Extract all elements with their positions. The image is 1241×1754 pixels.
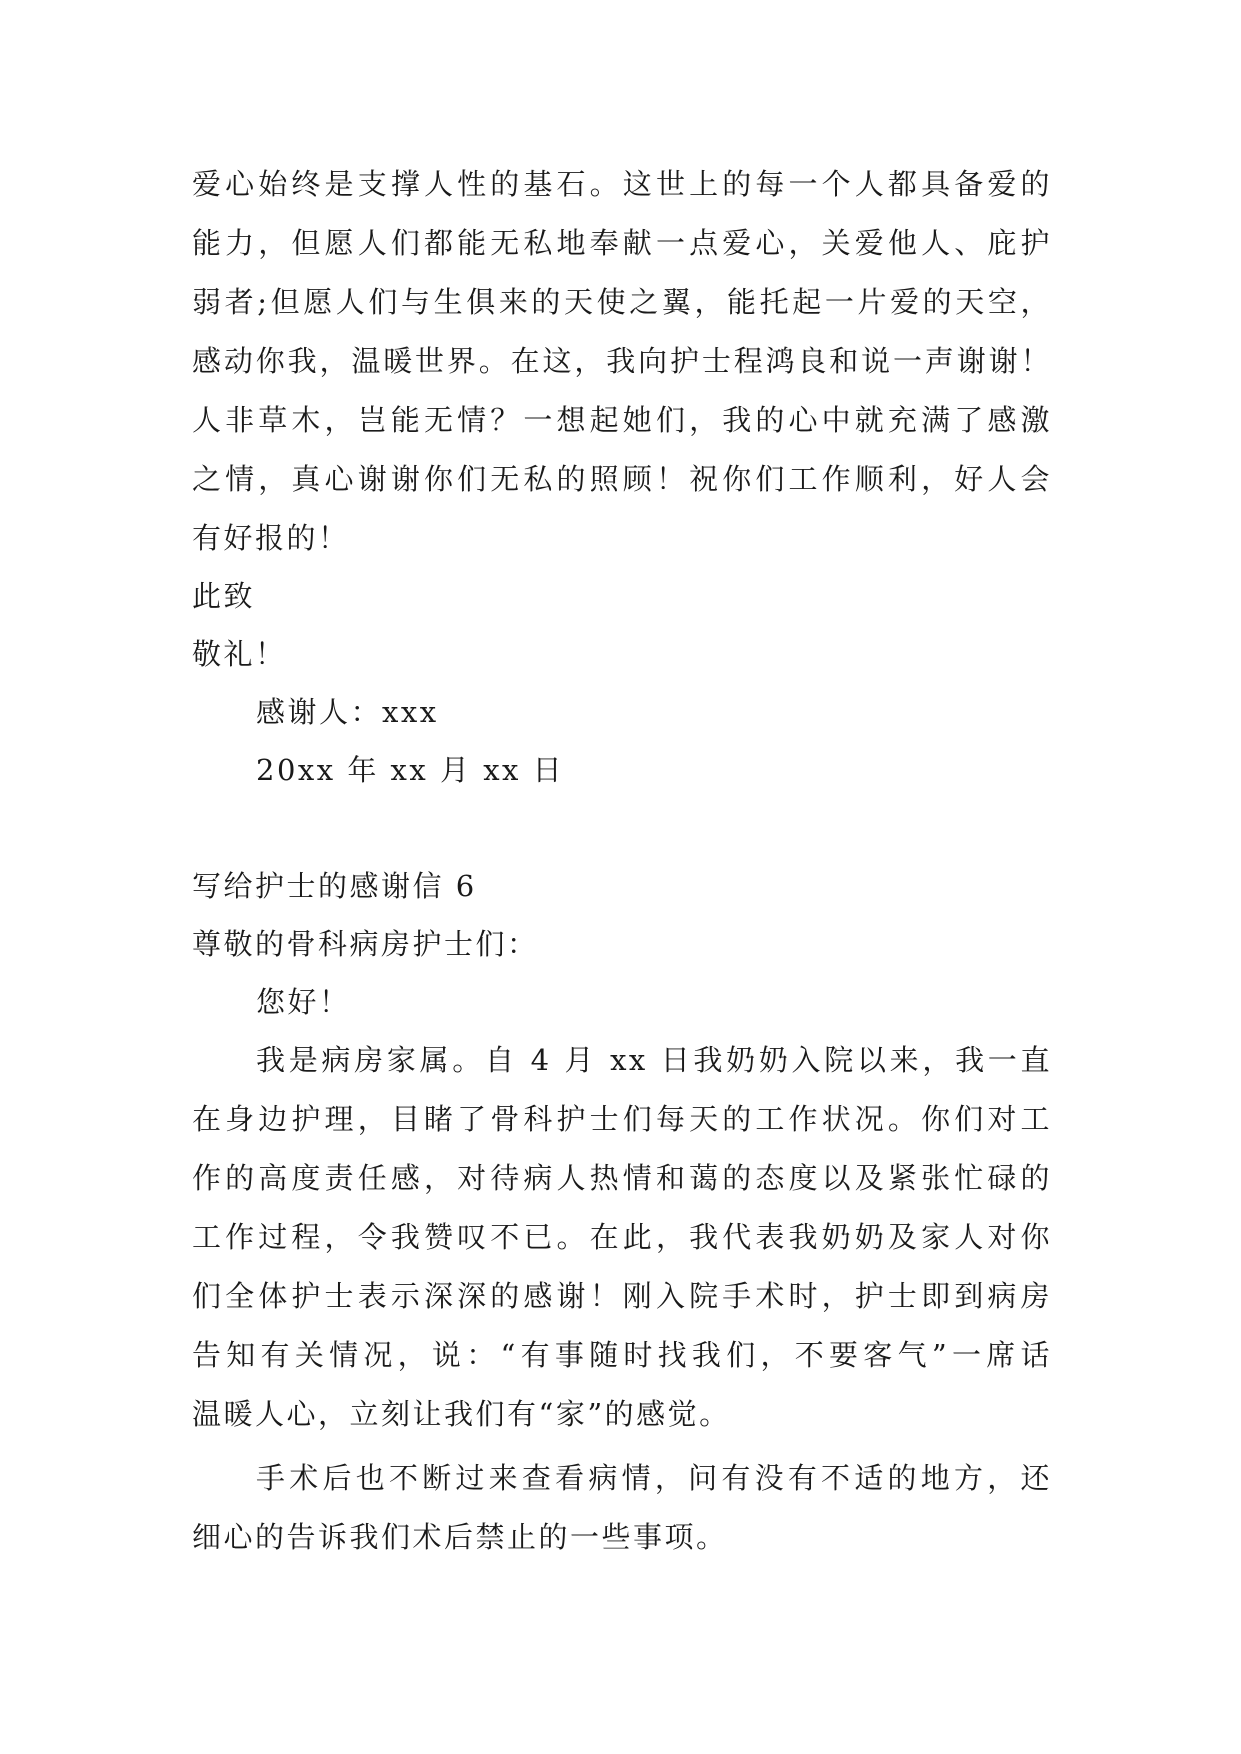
body-line: 弱者;但愿人们与生俱来的天使之翼，能托起一片爱的天空， bbox=[192, 285, 1052, 319]
date-line: 20xx 年 xx 月 xx 日 bbox=[256, 753, 565, 787]
body-line: 作的高度责任感，对待病人热情和蔼的态度以及紧张忙碌的 bbox=[192, 1161, 1052, 1195]
body-line: 温暖人心，立刻让我们有“家”的感觉。 bbox=[192, 1397, 731, 1431]
body-line: 工作过程，令我赞叹不已。在此，我代表我奶奶及家人对你 bbox=[192, 1220, 1052, 1254]
closing-line: 此致 bbox=[192, 579, 256, 613]
body-line: 人非草木，岂能无情？一想起她们，我的心中就充满了感激 bbox=[192, 403, 1052, 437]
letter-title: 写给护士的感谢信 6 bbox=[192, 869, 477, 903]
body-line: 手术后也不断过来查看病情，问有没有不适的地方，还 bbox=[256, 1461, 1052, 1495]
body-line: 我是病房家属。自 4 月 xx 日我奶奶入院以来，我一直 bbox=[256, 1043, 1052, 1077]
body-line: 在身边护理，目睹了骨科护士们每天的工作状况。你们对工 bbox=[192, 1102, 1052, 1136]
body-line: 们全体护士表示深深的感谢！刚入院手术时，护士即到病房 bbox=[192, 1279, 1052, 1313]
closing-line: 敬礼！ bbox=[192, 637, 287, 671]
body-line: 爱心始终是支撑人性的基石。这世上的每一个人都具备爱的 bbox=[192, 167, 1052, 201]
body-line: 细心的告诉我们术后禁止的一些事项。 bbox=[192, 1520, 728, 1554]
body-line: 能力，但愿人们都能无私地奉献一点爱心，关爱他人、庇护 bbox=[192, 226, 1052, 260]
body-line: 感动你我，温暖世界。在这，我向护士程鸿良和说一声谢谢！ bbox=[192, 344, 1052, 378]
salutation: 尊敬的骨科病房护士们： bbox=[192, 927, 539, 961]
body-line: 之情，真心谢谢你们无私的照顾！祝你们工作顺利，好人会 bbox=[192, 462, 1052, 496]
body-line: 告知有关情况，说：“有事随时找我们，不要客气”一席话 bbox=[192, 1338, 1052, 1372]
body-line: 有好报的！ bbox=[192, 521, 350, 555]
signer-line: 感谢人：xxx bbox=[256, 695, 439, 729]
greeting: 您好！ bbox=[256, 985, 351, 1019]
